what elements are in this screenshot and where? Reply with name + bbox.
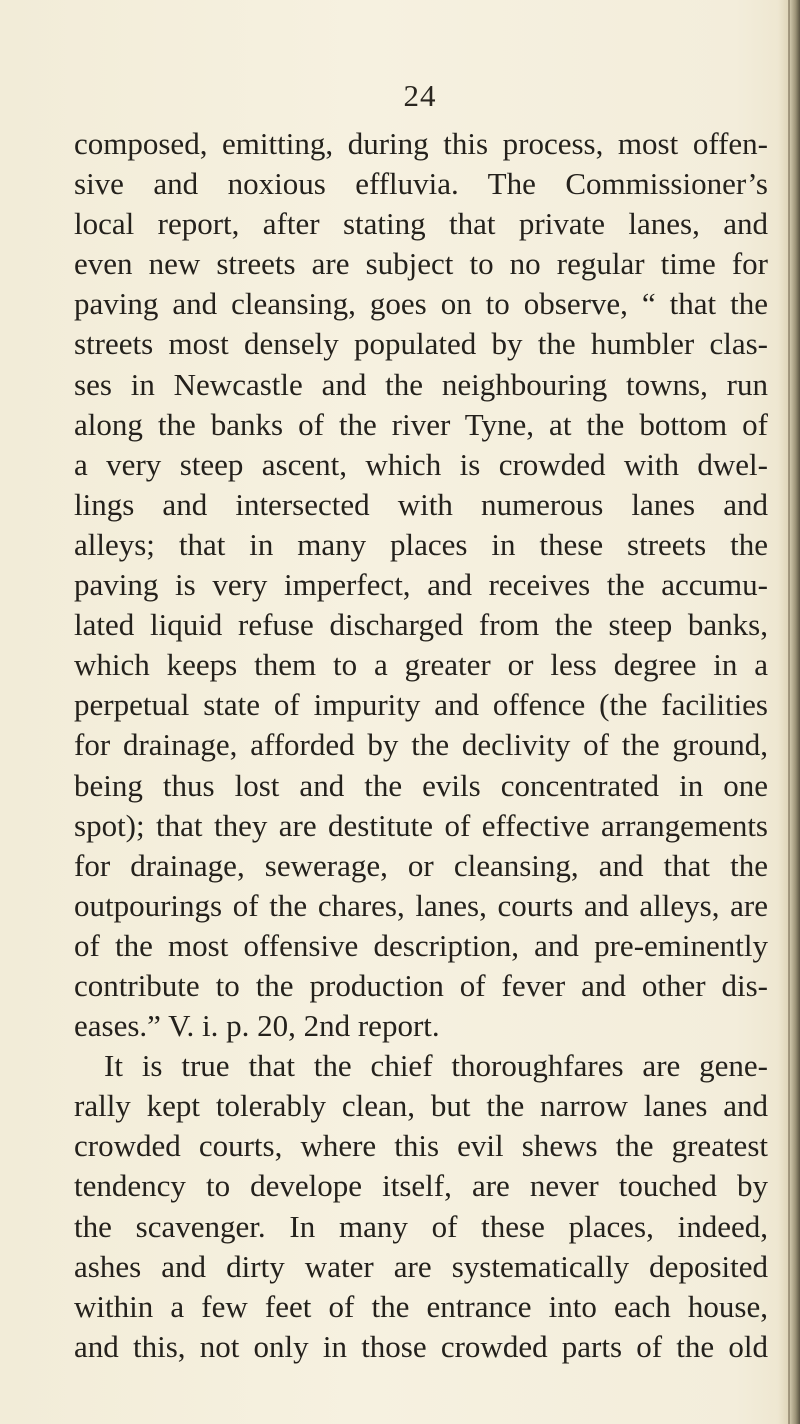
page-edge-line — [788, 0, 790, 1424]
text-line: tendency to develope itself, are never touched by — [74, 1168, 768, 1204]
text-line: within a few feet of the entrance into each house, — [74, 1288, 768, 1324]
text-line: even new streets are subject to no regular time for — [74, 246, 768, 282]
text-line: ashes and dirty water are systematically deposited — [74, 1248, 768, 1284]
text-line: which keeps them to a greater or less degree in a — [74, 647, 768, 683]
text-line: for drainage, afforded by the declivity of the ground, — [74, 727, 768, 763]
text-line: eases.” V. i. p. 20, 2nd report. — [74, 1008, 440, 1044]
text-line: spot); that they are destitute of effective arrangements — [74, 807, 768, 843]
text-line: rally kept tolerably clean, but the narrow lanes and — [74, 1088, 768, 1124]
text-line: along the banks of the river Tyne, at the bottom of — [74, 406, 768, 442]
text-line: sive and noxious effluvia. The Commissioner’s — [74, 166, 768, 202]
text-line: perpetual state of impurity and offence (the facilities — [74, 687, 768, 723]
text-line: paving and cleansing, goes on to observe, “ that the — [74, 286, 768, 322]
text-line: being thus lost and the evils concentrated in one — [74, 767, 768, 803]
text-line: for drainage, sewerage, or cleansing, and that the — [74, 847, 768, 883]
text-line: lated liquid refuse discharged from the steep banks, — [74, 607, 768, 643]
text-line: alleys; that in many places in these streets the — [74, 526, 768, 562]
text-line: the scavenger. In many of these places, indeed, — [74, 1208, 768, 1244]
page-number: 24 — [403, 78, 437, 113]
text-line: of the most offensive description, and pre-eminently — [74, 927, 768, 963]
text-line: contribute to the production of fever and other dis- — [74, 967, 768, 1003]
text-line: composed, emitting, during this process, most offen- — [74, 126, 768, 161]
text-line: paving is very imperfect, and receives the accumu- — [74, 567, 768, 603]
text-line: lings and intersected with numerous lanes and — [74, 486, 768, 522]
text-line: ses in Newcastle and the neighbouring towns, run — [74, 366, 768, 402]
text-line: a very steep ascent, which is crowded with dwel- — [74, 446, 768, 482]
text-line: and this, not only in those crowded parts of the old — [74, 1328, 768, 1364]
body-text — [74, 124, 768, 1367]
text-line: It is true that the chief thoroughfares are gene- — [104, 1048, 768, 1084]
text-line: streets most densely populated by the humbler clas- — [74, 326, 768, 362]
text-line: local report, after stating that private lanes, and — [74, 206, 768, 242]
text-line: crowded courts, where this evil shews the greatest — [74, 1128, 768, 1164]
text-line: outpourings of the chares, lanes, courts and alleys, are — [74, 887, 768, 923]
